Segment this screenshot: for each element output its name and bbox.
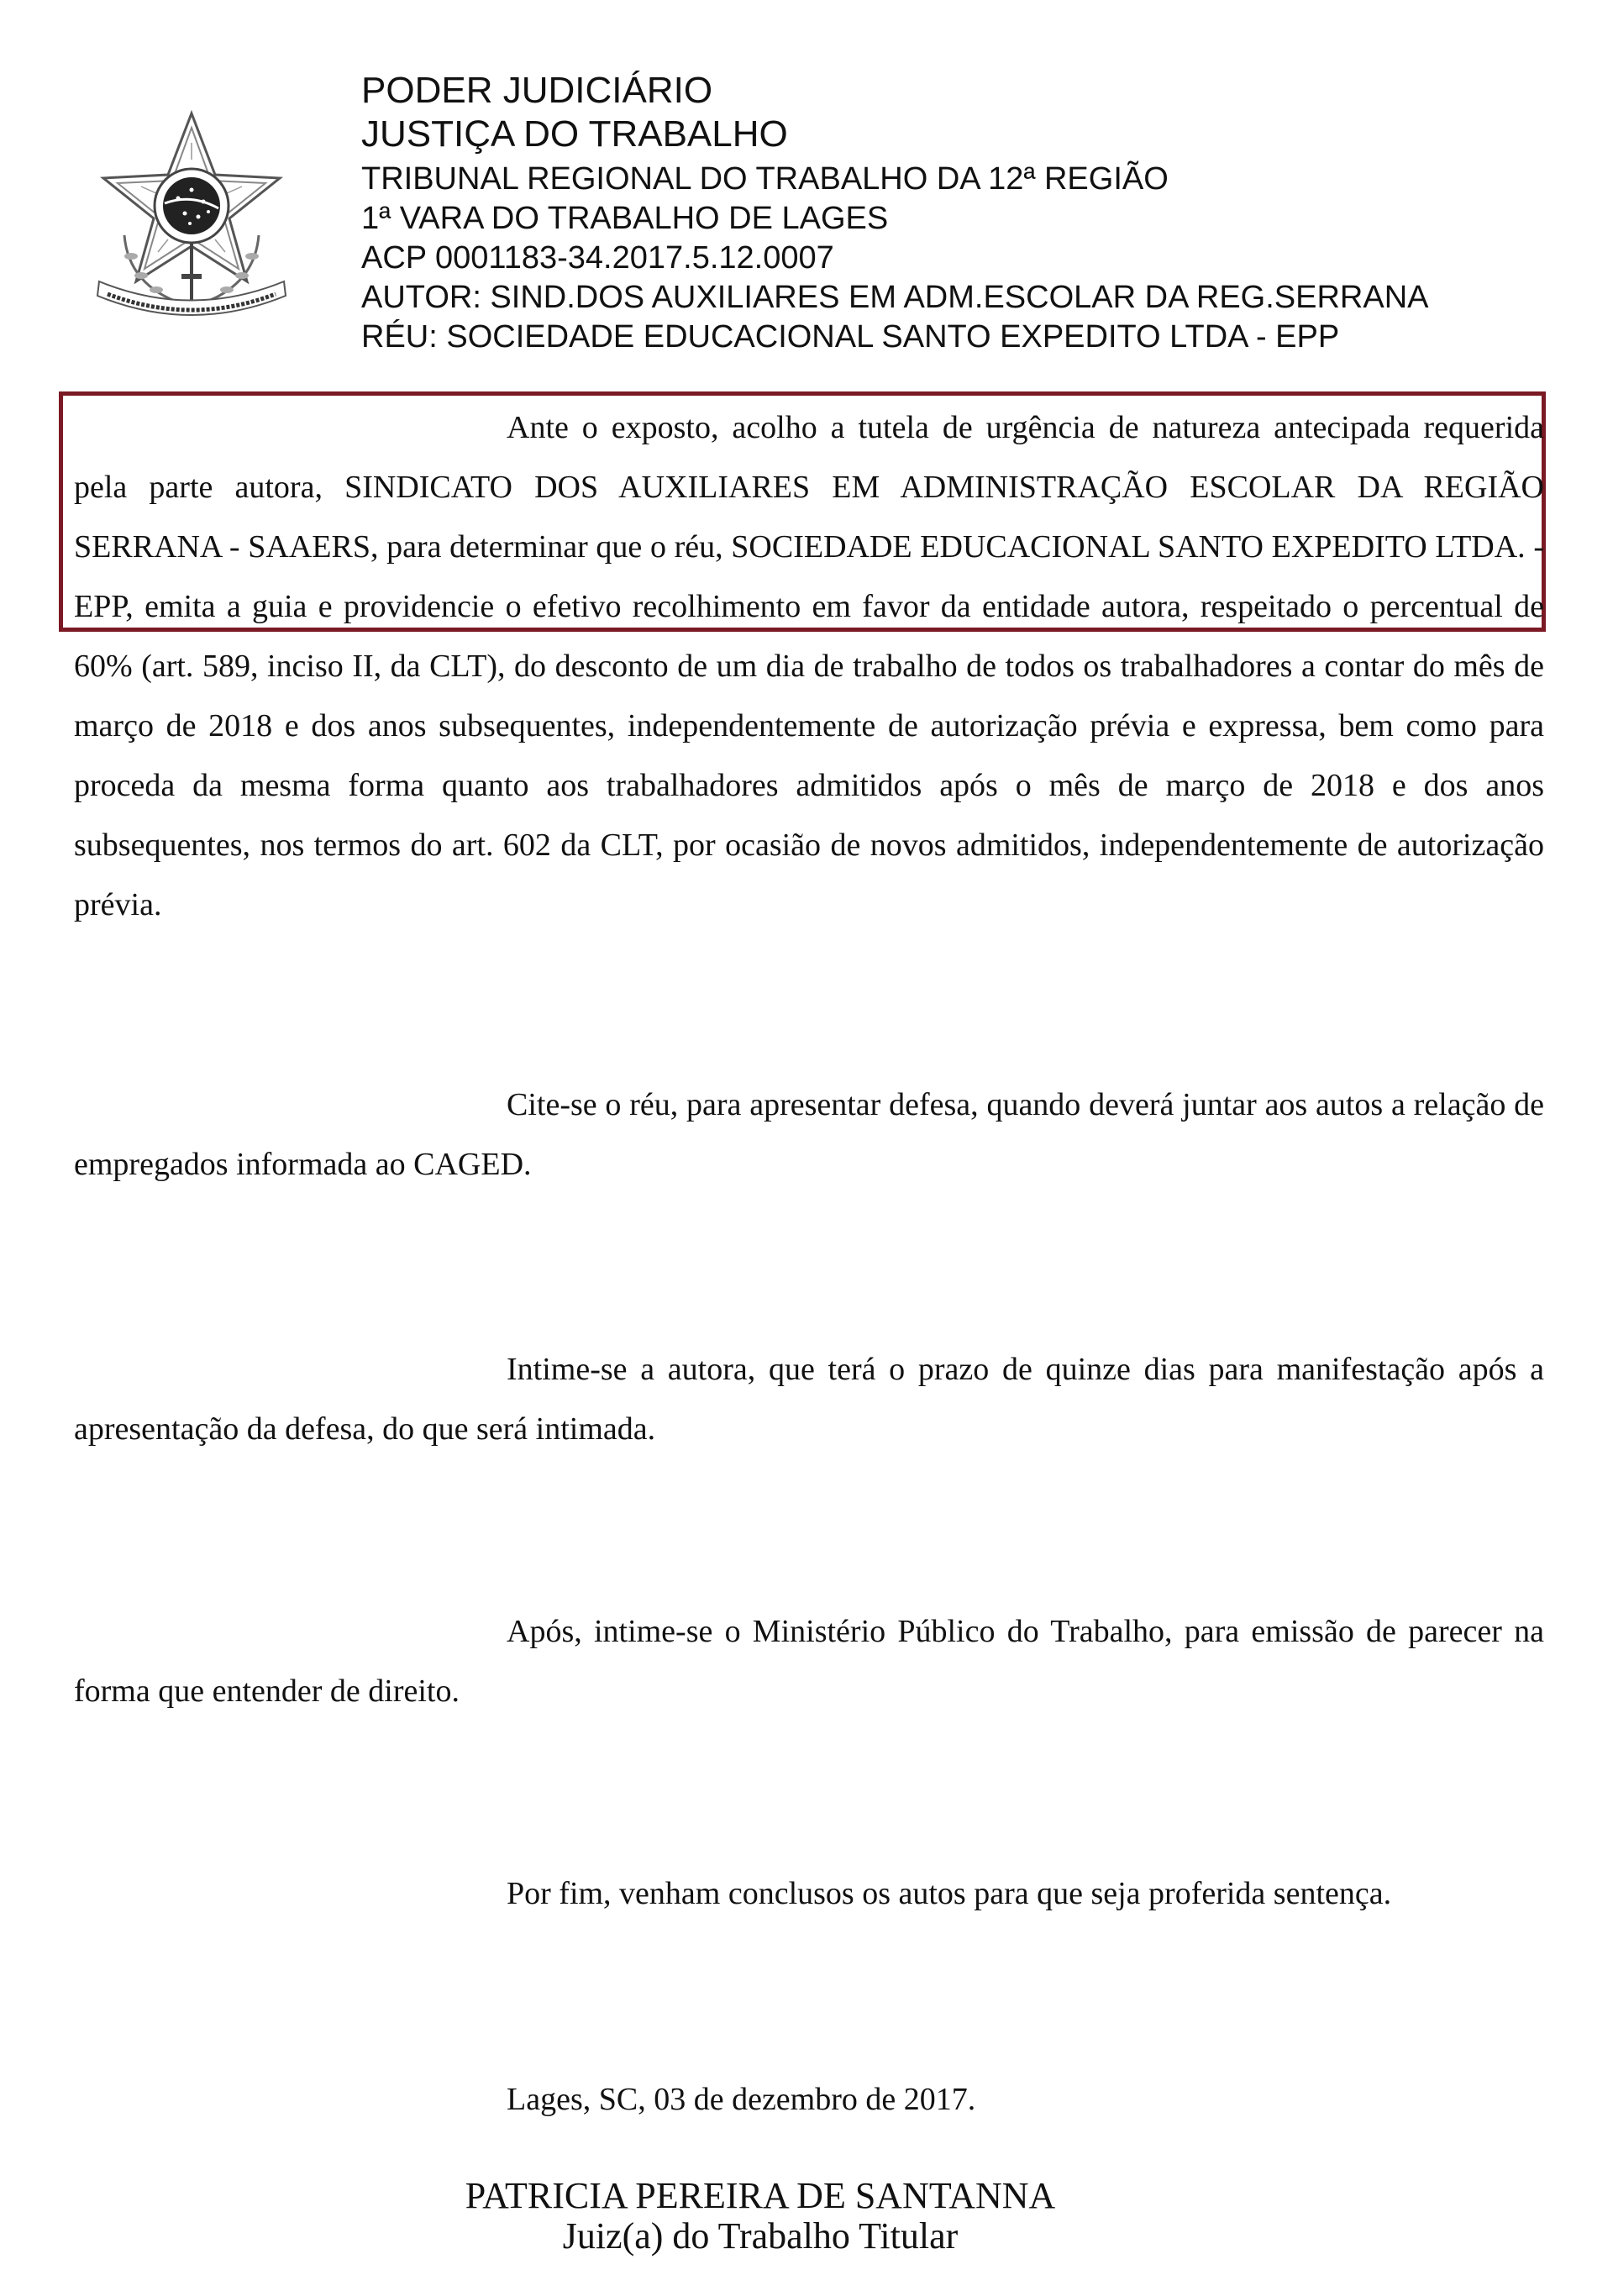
document-header (361, 69, 1571, 357)
paragraph-text: Ante o exposto, acolho a tutela de urgência de natureza antecipada requerida pela parte autora, SINDICATO DOS AUXILIARES EM ADMINISTRAÇÃO ESCOLAR DA REGIÃO SERRANA - SAAERS, para determinar que o réu, SOCIEDADE EDUCACIONAL SANTO EXPEDITO LTDA. - EPP, emita a guia e providencie o efetivo recolhimento em favor da entidade autora, respeitado o percentual de 60% (art. 589, inciso II, da CLT), do desconto de um dia de trabalho de todos os trabalhadores a contar do mês de março de 2018 e dos anos subsequentes, independentemente de autorização prévia e expressa, bem como para proceda da mesma forma quanto aos trabalhadores admitidos após o mês de março de 2018 e dos anos subsequentes, nos termos do art. 602 da CLT, por ocasião de novos admitidos, independentemente de autorização prévia. (74, 410, 1544, 922)
paragraph-decision (74, 398, 1544, 935)
paragraph-citation (74, 1075, 1544, 1195)
paragraph-text: Intime-se a autora, que terá o prazo de quinze dias para manifestação após a apresentação da defesa, do que será intimada. (74, 1352, 1544, 1447)
judge-title: Juiz(a) do Trabalho Titular (562, 2215, 959, 2257)
paragraph-text: Por fim, venham conclusos os autos para que seja proferida sentença. (507, 1876, 1392, 1911)
paragraph-text: Cite-se o réu, para apresentar defesa, quando deverá juntar aos autos a relação de empregados informada ao CAGED. (74, 1087, 1544, 1182)
header-reu: RÉU: SOCIEDADE EDUCACIONAL SANTO EXPEDITO LTDA - EPP (361, 319, 1340, 355)
paragraph-ministerio-publico (74, 1602, 1544, 1721)
header-justica-do-trabalho: JUSTIÇA DO TRABALHO (361, 113, 788, 155)
header-poder-judiciario: PODER JUDICIÁRIO (361, 70, 713, 111)
header-process-number: ACP 0001183-34.2017.5.12.0007 (361, 240, 834, 276)
paragraph-intimation (74, 1340, 1544, 1459)
header-autor: AUTOR: SIND.DOS AUXILIARES EM ADM.ESCOLAR DA REG.SERRANA (361, 280, 1429, 315)
paragraph-conclusion (74, 1864, 1544, 1924)
header-tribunal: TRIBUNAL REGIONAL DO TRABALHO DA 12ª REGIÃO (361, 161, 1169, 197)
judge-name: PATRICIA PEREIRA DE SANTANNA (465, 2175, 1056, 2216)
place-date-text: Lages, SC, 03 de dezembro de 2017. (507, 2082, 976, 2117)
brasao-republica-icon (91, 109, 292, 319)
header-vara: 1ª VARA DO TRABALHO DE LAGES (361, 201, 889, 236)
place-and-date (74, 2070, 1544, 2130)
paragraph-text: Após, intime-se o Ministério Público do Trabalho, para emissão de parecer na forma que entender de direito. (74, 1614, 1544, 1709)
signature-block (0, 2176, 1521, 2257)
